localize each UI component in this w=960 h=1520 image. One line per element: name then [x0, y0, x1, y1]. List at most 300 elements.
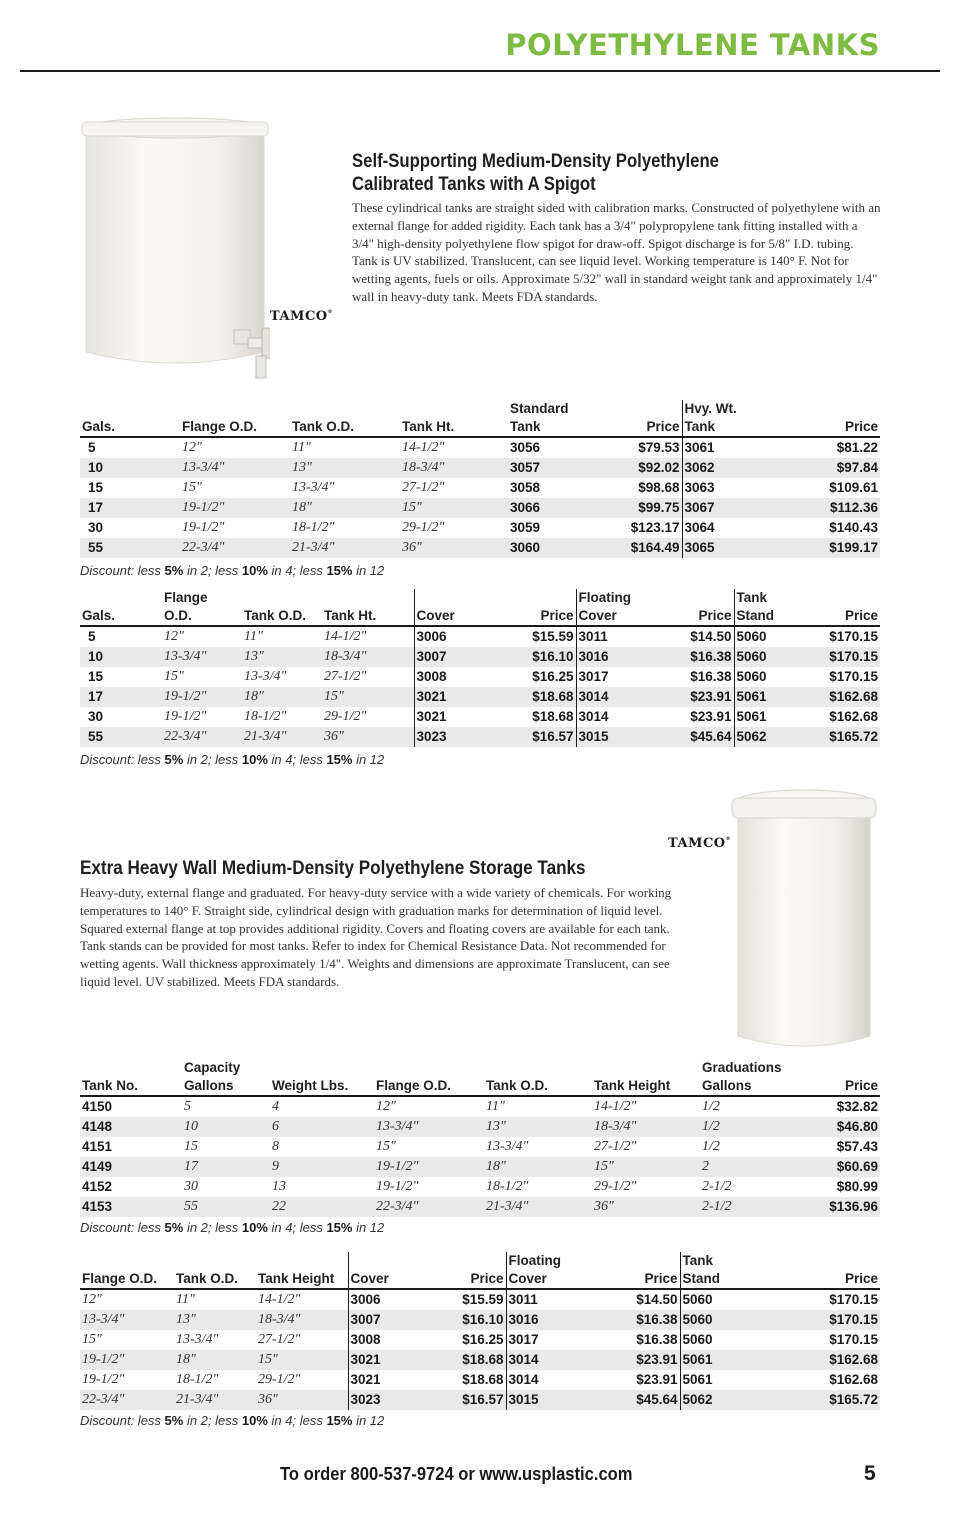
table-cell: $165.72: [768, 1390, 880, 1410]
table-cell: $112.36: [778, 498, 880, 518]
table-cell: 27-1/2": [324, 669, 367, 684]
table-cell: $98.68: [638, 480, 680, 495]
table-row: [80, 498, 880, 518]
table-cell: $45.64: [594, 1390, 680, 1410]
column-header: Graduations Gallons: [702, 1060, 782, 1093]
table-header-row: [80, 1252, 880, 1289]
table-cell: 22: [270, 1197, 374, 1217]
table-cell: $170.15: [829, 669, 878, 684]
table-cell: 18": [290, 498, 400, 518]
discount-text: Discount: less: [80, 1220, 165, 1235]
column-header: Tank Height: [258, 1271, 335, 1286]
column-header: Price: [644, 1271, 678, 1286]
table-cell: 5061: [680, 1350, 768, 1370]
table-cell: 19-1/2": [182, 520, 225, 535]
table-row: [80, 1370, 880, 1390]
storage-tank-image: [728, 780, 880, 1052]
table-cell: $32.82: [836, 1099, 878, 1114]
table-cell: 15": [256, 1350, 348, 1370]
table-row: [80, 667, 880, 687]
table-cell: $162.68: [768, 1350, 880, 1370]
table-cell: 5061: [734, 687, 814, 707]
table-cell: $97.84: [778, 458, 880, 478]
spigot-tank-accessories-table: [80, 589, 880, 747]
table-cell: 3021: [414, 707, 496, 727]
table-cell: 15": [164, 669, 184, 684]
table-cell: $23.91: [668, 687, 734, 707]
table-cell: $18.68: [532, 709, 574, 724]
table-cell: 18": [484, 1157, 592, 1177]
table-cell: 15": [376, 1139, 396, 1154]
discount-value: 10%: [241, 752, 268, 767]
table-cell: 19-1/2": [376, 1179, 419, 1194]
table-cell: $99.75: [620, 498, 682, 518]
column-header: Tank No.: [82, 1078, 139, 1093]
table-cell: 14-1/2": [324, 629, 367, 644]
discount-value: 15%: [326, 752, 353, 767]
table-cell: 18": [174, 1350, 256, 1370]
table-cell: 3067: [682, 498, 778, 518]
table-row: [80, 1177, 880, 1197]
table-cell: 5060: [680, 1310, 768, 1330]
table-cell: 36": [256, 1390, 348, 1410]
table-cell: $170.15: [829, 1332, 878, 1347]
section1-description: These cylindrical tanks are straight sided with calibration marks. Constructed of polyethylene with an external flange for added rigidity. Each tank has a 3/4" polypropylene tank fitting installed with a 3/4" high-density polyethylene flow spigot for draw-off. Spigot discharge is for 5/8" I.D. tubing. Tank is UV stabilized. Translucent, can see liquid level. Working temperature is 140° F. Not for wetting agents, fuels or oils. Approximate 5/32" wall in standard weight tank and approximately 1/4" wall in heavy-duty tank. Meets FDA standards.: [352, 200, 881, 304]
table-cell: 3017: [576, 667, 668, 687]
table-cell: 11": [292, 440, 311, 455]
table-cell: 12": [182, 440, 202, 455]
column-header: Tank Ht.: [324, 608, 377, 623]
table-cell: 6: [270, 1117, 374, 1137]
discount-text: Discount: less: [80, 1413, 165, 1428]
table-cell: 3014: [576, 707, 668, 727]
table-cell: 3065: [682, 538, 778, 558]
table-row: [80, 518, 880, 538]
table-cell: 5: [88, 440, 96, 455]
table-cell: 12": [164, 629, 184, 644]
table-cell: 17: [80, 687, 162, 707]
discount-note: [80, 1413, 384, 1428]
table-row: [80, 1289, 880, 1310]
table-cell: $60.69: [812, 1157, 880, 1177]
table-cell: $15.59: [532, 629, 574, 644]
table-row: [80, 1350, 880, 1370]
table-cell: 29-1/2": [258, 1372, 301, 1387]
table-cell: 5061: [734, 707, 814, 727]
page-header: [20, 22, 940, 72]
table-cell: $123.17: [630, 520, 680, 535]
table-cell: 22-3/4": [162, 727, 242, 747]
table-cell: 36": [322, 727, 414, 747]
column-header: Flange O.D.: [82, 1271, 158, 1286]
section2-title: Extra Heavy Wall Medium-Density Polyethylene Storage Tanks: [80, 858, 586, 879]
table-cell: 21-3/4": [484, 1197, 592, 1217]
table-cell: 10: [182, 1117, 270, 1137]
table-cell: $23.91: [690, 709, 732, 724]
table-cell: $162.68: [814, 687, 880, 707]
table-cell: $16.38: [690, 669, 732, 684]
table-cell: 18-1/2": [292, 520, 335, 535]
table-cell: 3066: [508, 498, 620, 518]
table-cell: 4151: [82, 1139, 113, 1154]
table-cell: 18": [242, 687, 322, 707]
table-cell: 3006: [348, 1289, 430, 1310]
table-cell: 22-3/4": [374, 1197, 484, 1217]
table-cell: 19-1/2": [82, 1372, 125, 1387]
table-cell: 29-1/2": [402, 520, 445, 535]
table-cell: 55: [80, 727, 162, 747]
table-cell: 17: [80, 498, 180, 518]
table-cell: $16.25: [462, 1332, 504, 1347]
column-header: Tank O.D.: [292, 419, 355, 434]
column-header: Tank Stand: [734, 589, 814, 626]
table-cell: 3021: [348, 1370, 430, 1390]
table-cell: 15: [88, 480, 104, 495]
table-cell: 36": [400, 538, 508, 558]
discount-text: in 2; less: [183, 1220, 242, 1235]
column-header: Tank Stand: [680, 1252, 768, 1289]
table-cell: 3056: [510, 440, 541, 455]
table-cell: 19-1/2": [80, 1350, 174, 1370]
column-header: Tank O.D.: [486, 1078, 549, 1093]
table-cell: 3063: [682, 478, 778, 498]
table-cell: $16.25: [532, 669, 574, 684]
table-cell: 13-3/4": [176, 1332, 219, 1347]
table-cell: 4148: [80, 1117, 182, 1137]
table-cell: 13-3/4": [374, 1117, 484, 1137]
discount-text: in 2; less: [183, 563, 242, 578]
discount-text: in 12: [352, 752, 385, 767]
table-cell: 10: [80, 458, 180, 478]
table-cell: $170.15: [829, 629, 878, 644]
column-header: Flange O.D.: [164, 590, 208, 623]
table-cell: 13-3/4": [180, 458, 290, 478]
table-cell: 27-1/2": [402, 480, 445, 495]
table-row: [80, 458, 880, 478]
table-cell: 4153: [80, 1197, 182, 1217]
table-cell: $16.57: [430, 1390, 506, 1410]
table-cell: $23.91: [636, 1372, 678, 1387]
table-cell: 18-3/4": [322, 647, 414, 667]
table-cell: 14-1/2": [594, 1099, 637, 1114]
table-row: [80, 626, 880, 647]
table-cell: $14.50: [690, 629, 732, 644]
column-header: Capacity Gallons: [184, 1060, 241, 1093]
table-cell: 3008: [414, 667, 496, 687]
table-cell: 3008: [348, 1330, 430, 1350]
table-cell: 5060: [734, 667, 814, 687]
discount-note: [80, 563, 384, 578]
table-cell: 3061: [682, 437, 778, 458]
table-cell: 14-1/2": [258, 1292, 301, 1307]
table-cell: 18-1/2": [244, 709, 287, 724]
column-header: Tank O.D.: [244, 608, 307, 623]
column-header: Tank Ht.: [402, 419, 455, 434]
table-cell: 3016: [576, 647, 668, 667]
table-cell: 14-1/2": [402, 440, 445, 455]
table-cell: 15: [184, 1139, 198, 1154]
storage-tank-price-table: [80, 1059, 880, 1217]
page-number: 5: [864, 1462, 876, 1485]
table-cell: 13": [242, 647, 322, 667]
table-row: [80, 1117, 880, 1137]
table-cell: 3015: [576, 727, 668, 747]
discount-text: in 2; less: [183, 752, 242, 767]
table-cell: 21-3/4": [290, 538, 400, 558]
table-cell: 3058: [510, 480, 541, 495]
table-cell: 3017: [506, 1330, 594, 1350]
discount-text: in 12: [352, 1220, 385, 1235]
table-cell: 3007: [348, 1310, 430, 1330]
table-cell: $140.43: [829, 520, 878, 535]
column-header: Tank O.D.: [176, 1271, 239, 1286]
table-cell: $79.53: [638, 440, 680, 455]
column-header: Price: [646, 419, 680, 434]
table-cell: 15": [400, 498, 508, 518]
table-cell: 5060: [734, 647, 814, 667]
table-cell: 5: [184, 1099, 191, 1114]
table-cell: 3057: [508, 458, 620, 478]
table-cell: $170.15: [829, 1292, 878, 1307]
table-cell: 13-3/4": [80, 1310, 174, 1330]
table-row: [80, 1137, 880, 1157]
table-cell: $81.22: [836, 440, 878, 455]
table-cell: 30: [88, 520, 104, 535]
page-title: POLYETHYLENE TANKS: [505, 28, 880, 62]
table-cell: 13": [290, 458, 400, 478]
column-header: Tank Height: [594, 1078, 671, 1093]
table-row: [80, 1330, 880, 1350]
table-cell: 55: [80, 538, 180, 558]
discount-text: in 12: [352, 563, 385, 578]
table-cell: 2-1/2: [700, 1197, 812, 1217]
table-cell: 12": [376, 1099, 396, 1114]
table-cell: 4: [272, 1099, 279, 1114]
table-cell: $18.68: [430, 1350, 506, 1370]
section1-title: [352, 150, 757, 196]
table-cell: 5062: [680, 1390, 768, 1410]
table-cell: $16.57: [496, 727, 576, 747]
table-cell: 4150: [82, 1099, 113, 1114]
table-row: [80, 1157, 880, 1177]
table-cell: 18-3/4": [400, 458, 508, 478]
table-row: [80, 687, 880, 707]
discount-text: in 12: [352, 1413, 385, 1428]
table-cell: 13-3/4": [244, 669, 287, 684]
column-header: Cover: [348, 1252, 430, 1289]
table-cell: $92.02: [620, 458, 682, 478]
table-cell: 11": [244, 629, 263, 644]
column-header: Gals.: [82, 419, 116, 434]
table-cell: 13": [484, 1117, 592, 1137]
discount-note: [80, 752, 384, 767]
table-cell: 1/2: [700, 1117, 812, 1137]
table-cell: 3062: [682, 458, 778, 478]
discount-value: 5%: [164, 1413, 184, 1428]
table-row: [80, 1390, 880, 1410]
discount-text: in 4; less: [267, 1413, 327, 1428]
table-cell: 9: [270, 1157, 374, 1177]
column-header: Cover: [414, 589, 496, 626]
column-header: Price: [844, 1271, 878, 1286]
table-row: [80, 707, 880, 727]
table-cell: $46.80: [812, 1117, 880, 1137]
table-cell: $16.38: [636, 1332, 678, 1347]
table-cell: 15": [592, 1157, 700, 1177]
table-cell: 13-3/4": [292, 480, 335, 495]
table-cell: 3014: [506, 1370, 594, 1390]
table-cell: 27-1/2": [594, 1139, 637, 1154]
table-cell: 4152: [82, 1179, 113, 1194]
table-cell: $165.72: [814, 727, 880, 747]
table-cell: 2-1/2: [702, 1179, 732, 1194]
table-cell: 5060: [680, 1289, 768, 1310]
table-cell: 15": [322, 687, 414, 707]
table-cell: 19-1/2": [162, 687, 242, 707]
table-cell: 18-1/2": [486, 1179, 529, 1194]
table-cell: $16.10: [496, 647, 576, 667]
table-cell: 4149: [80, 1157, 182, 1177]
table-cell: 3023: [348, 1390, 430, 1410]
discount-value: 10%: [241, 1413, 268, 1428]
table-cell: 3021: [414, 687, 496, 707]
discount-value: 15%: [326, 1413, 353, 1428]
table-row: [80, 727, 880, 747]
table-cell: 19-1/2": [164, 709, 207, 724]
table-cell: 30: [88, 709, 104, 724]
table-cell: 22-3/4": [180, 538, 290, 558]
table-header-row: [80, 589, 880, 626]
table-cell: 3007: [414, 647, 496, 667]
column-header: Price: [844, 419, 878, 434]
table-cell: 5: [88, 629, 96, 644]
column-header: Weight Lbs.: [272, 1078, 349, 1093]
discount-value: 15%: [326, 563, 353, 578]
table-row: [80, 1096, 880, 1117]
table-row: [80, 1310, 880, 1330]
column-header: Gals.: [82, 608, 116, 623]
table-cell: $57.43: [836, 1139, 878, 1154]
table-cell: $16.38: [594, 1310, 680, 1330]
table-cell: 22-3/4": [80, 1390, 174, 1410]
table-row: [80, 647, 880, 667]
table-cell: $170.15: [768, 1310, 880, 1330]
table-cell: 3011: [576, 626, 668, 647]
table-cell: $80.99: [836, 1179, 878, 1194]
table-cell: $15.59: [462, 1292, 504, 1307]
column-header: Price: [844, 608, 878, 623]
table-cell: 21-3/4": [242, 727, 322, 747]
table-cell: 3064: [682, 518, 778, 538]
table-cell: 15": [82, 1332, 102, 1347]
discount-value: 5%: [164, 752, 184, 767]
table-cell: 1/2: [702, 1099, 720, 1114]
section1-title-line2: Calibrated Tanks with A Spigot: [352, 174, 596, 195]
table-cell: 29-1/2": [324, 709, 367, 724]
table-cell: $18.68: [462, 1372, 504, 1387]
discount-value: 5%: [164, 1220, 184, 1235]
discount-text: in 2; less: [183, 1413, 242, 1428]
discount-value: 15%: [326, 1220, 353, 1235]
table-cell: 5062: [734, 727, 814, 747]
table-cell: 3014: [576, 687, 668, 707]
spigot-tank-price-table: [80, 400, 880, 558]
discount-text: in 4; less: [267, 1220, 327, 1235]
table-cell: $109.61: [829, 480, 878, 495]
table-row: [80, 437, 880, 458]
discount-value: 10%: [241, 563, 268, 578]
table-cell: 21-3/4": [174, 1390, 256, 1410]
table-cell: 18-1/2": [176, 1372, 219, 1387]
table-cell: 2: [700, 1157, 812, 1177]
table-cell: $170.15: [814, 647, 880, 667]
table-cell: $18.68: [496, 687, 576, 707]
table-cell: 55: [182, 1197, 270, 1217]
table-cell: 18-3/4": [592, 1117, 700, 1137]
column-header: Flange O.D.: [376, 1078, 452, 1093]
column-header: Standard Tank: [510, 401, 569, 434]
column-header: Price: [844, 1078, 878, 1093]
table-header-row: [80, 400, 880, 437]
table-row: [80, 478, 880, 498]
table-cell: 11": [486, 1099, 505, 1114]
table-cell: $14.50: [636, 1292, 678, 1307]
table-cell: 11": [176, 1292, 195, 1307]
storage-tank-accessories-table: [80, 1252, 880, 1410]
discount-value: 10%: [241, 1220, 268, 1235]
table-row: [80, 1197, 880, 1217]
discount-text: in 4; less: [267, 563, 327, 578]
section2-description: Heavy-duty, external flange and graduated. For heavy-duty service with a wide variety of chemicals. For working temperatures to 140° F. Straight side, cylindrical design with graduation marks for determination of liquid level. Squared external flange at top provides additional rigidity. Covers and floating covers are available for each tank. Tank stands can be provided for most tanks. Refer to index for Chemical Resistance Data. Not recommended for wetting agents. Wall thickness approximately 1/4". Weights and dimensions are approximate Translucent, can see liquid level. UV stabilized. Meets FDA standards.: [80, 885, 672, 989]
table-cell: 5060: [734, 626, 814, 647]
tamco-logo: TAMCO®: [270, 309, 334, 324]
table-cell: $16.10: [430, 1310, 506, 1330]
discount-text: Discount: less: [80, 752, 165, 767]
table-cell: 13: [272, 1179, 286, 1194]
table-header-row: [80, 1059, 880, 1096]
tamco-logo: TAMCO®: [668, 836, 732, 851]
table-row: [80, 538, 880, 558]
table-cell: 3015: [506, 1390, 594, 1410]
table-cell: 19-1/2": [180, 498, 290, 518]
table-cell: 18-3/4": [256, 1310, 348, 1330]
table-cell: 36": [592, 1197, 700, 1217]
table-cell: 13-3/4": [162, 647, 242, 667]
table-cell: 3011: [506, 1289, 594, 1310]
table-cell: 5060: [680, 1330, 768, 1350]
table-cell: 12": [82, 1292, 102, 1307]
table-cell: $162.68: [829, 709, 878, 724]
discount-note: [80, 1220, 384, 1235]
column-header: Price: [540, 608, 574, 623]
table-cell: $164.49: [620, 538, 682, 558]
column-header: Hvy. Wt. Tank: [682, 400, 778, 437]
table-cell: $23.91: [594, 1350, 680, 1370]
table-cell: 5061: [680, 1370, 768, 1390]
table-cell: 3060: [508, 538, 620, 558]
discount-value: 5%: [164, 563, 184, 578]
table-cell: 29-1/2": [594, 1179, 637, 1194]
table-cell: 3016: [506, 1310, 594, 1330]
table-cell: 1/2: [702, 1139, 720, 1154]
table-cell: $45.64: [668, 727, 734, 747]
column-header: Price: [470, 1271, 504, 1286]
discount-text: in 4; less: [267, 752, 327, 767]
spigot-tank-image: [80, 116, 270, 391]
table-cell: 15": [182, 480, 202, 495]
table-cell: 13-3/4": [486, 1139, 529, 1154]
table-cell: 13": [174, 1310, 256, 1330]
